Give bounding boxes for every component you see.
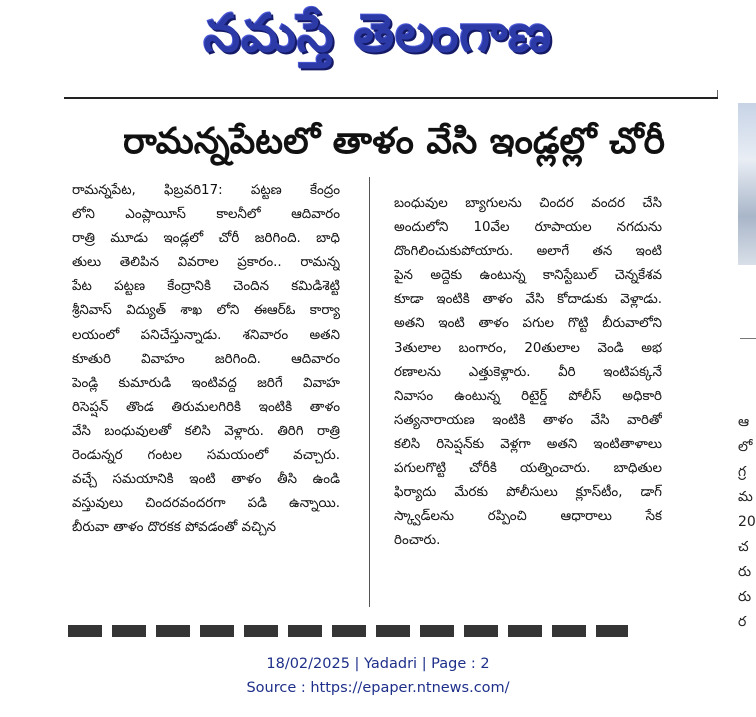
article-line: రిసెప్షన్ తొండ తిరుమలగిరికి ఇంటికి తాళం	[72, 399, 340, 415]
article-line: రాత్రి మూడు ఇండ్లలో చోరీ జరిగింది. బాధి	[72, 231, 340, 247]
article-line: శ్రీనివాస్ విద్యుత్ శాఖ లోని ఈఆర్‌ఓ కార్యా	[72, 303, 340, 319]
article-line: దొంగిలించుకుపోయారు. అలాగే తన ఇంటి	[394, 244, 662, 260]
article-line: అందులోని 10వేల రూపాయల నగదును	[394, 220, 662, 236]
article-line: లయంలో పనిచేస్తున్నాడు. శనివారం అతని	[72, 327, 340, 343]
article-line: సత్యనారాయణ ఇంటికి తాళం వేసి వారితో	[394, 412, 662, 428]
clipping-footer	[0, 652, 756, 700]
adjacent-text-fragment: రు	[738, 589, 752, 605]
adjacent-photo-fragment	[738, 103, 756, 265]
article-line: రణాలను ఎత్తుకెళ్లారు. వీరి ఇంటిపక్కనే	[394, 364, 662, 380]
article-column-1	[72, 179, 340, 540]
article-line: బంధువుల బ్యాగులను చిందర వందర చేసి	[394, 196, 662, 211]
adjacent-text-fragment: లో	[738, 439, 753, 455]
clipping-top-rule	[64, 97, 718, 99]
article-line: తులు తెలిపిన వివరాల ప్రకారం.. రామన్న	[72, 255, 340, 271]
adjacent-text-fragment: రు	[738, 564, 752, 580]
adjacent-text-fragment: ఆ	[738, 414, 750, 430]
footer-source: Source : https://epaper.ntnews.com/	[246, 680, 510, 696]
article-line: వచ్చే సమయానికి ఇంటి తాళం తీసి ఉండి	[72, 472, 340, 488]
newspaper-masthead	[150, 0, 606, 80]
article-clipping	[64, 97, 718, 637]
adjacent-column-text	[738, 410, 756, 635]
column-divider	[369, 177, 370, 607]
article-line: ఫిర్యాదు మేరకు పోలీసులు క్లూస్‌టీం, డాగ్	[394, 485, 662, 501]
adjacent-text-fragment: గ్ర	[738, 464, 747, 480]
adjacent-text-fragment: మ	[738, 489, 753, 505]
article-line: నివాసం ఉంటున్న రిటైర్డ్ పోలీస్ అధికారి	[394, 388, 662, 404]
article-line: లోని ఎంప్లాయీస్ కాలనీలో ఆదివారం	[72, 207, 340, 223]
masthead-title: నమస్తే తెలంగాణ	[203, 3, 553, 64]
adjacent-text-fragment: 20	[738, 514, 756, 530]
article-line: స్క్వాడ్‌లను రప్పించి ఆధారాలు సేక	[394, 509, 662, 525]
article-line: పెండ్లి కుమారుడి ఇంటివద్ద జరిగే వివాహ	[72, 375, 340, 391]
article-headline: రామన్నపేటలో తాళం వేసి ఇండ్లల్లో చోరీ	[123, 121, 665, 162]
adjacent-divider	[740, 338, 756, 339]
article-line: రెండున్నర గంటల సమయంలో వచ్చారు.	[72, 448, 340, 464]
article-line: వేసి బంధువులతో కలిసి వెళ్లారు. తిరిగి రాత్రి	[72, 423, 340, 439]
adjacent-text-fragment: ర	[738, 614, 747, 630]
article-line: 3తులాల బంగారం, 20తులాల వెండి అభ	[394, 340, 662, 356]
article-line: వస్తువులు చిందరవందరగా పడి ఉన్నాయి.	[72, 496, 340, 512]
article-line: రించారు.	[394, 533, 441, 549]
article-line: పేట పట్టణ కేంద్రానికి చెందిన కమిడిశెట్టి	[72, 279, 340, 295]
article-line: కూడా ఇంటికి తాళం వేసి కోదాడుకు వెళ్లాడు.	[394, 292, 662, 308]
adjacent-text-fragment: చ	[738, 539, 749, 555]
article-line: రామన్నపేట, ఫిబ్రవరి17: పట్టణ కేంద్రం	[72, 183, 340, 198]
next-article-headline-cropped	[68, 625, 628, 637]
article-line: కలిసి రిసెప్షన్‌కు వెళ్లగా అతని ఇంటితాళాలు	[394, 436, 662, 452]
article-line: అతని ఇంటి తాళం పగుల గొట్టి బీరువాలోని	[394, 316, 662, 332]
article-line: కూతురి వివాహం జరిగింది. ఆదివారం	[72, 351, 340, 367]
article-line: బీరువా తాళం దొరకక పోవడంతో వచ్చిన	[72, 520, 277, 536]
footer-date-edition-page: 18/02/2025 | Yadadri | Page : 2	[266, 656, 490, 672]
article-line: పగులగొట్టి చోరీకి యత్నించారు. బాధితుల	[394, 461, 662, 477]
article-column-2	[394, 192, 662, 553]
article-line: పైన అద్దెకు ఉంటున్న కానిస్టేబుల్ చెన్నకేశవ	[394, 268, 662, 284]
